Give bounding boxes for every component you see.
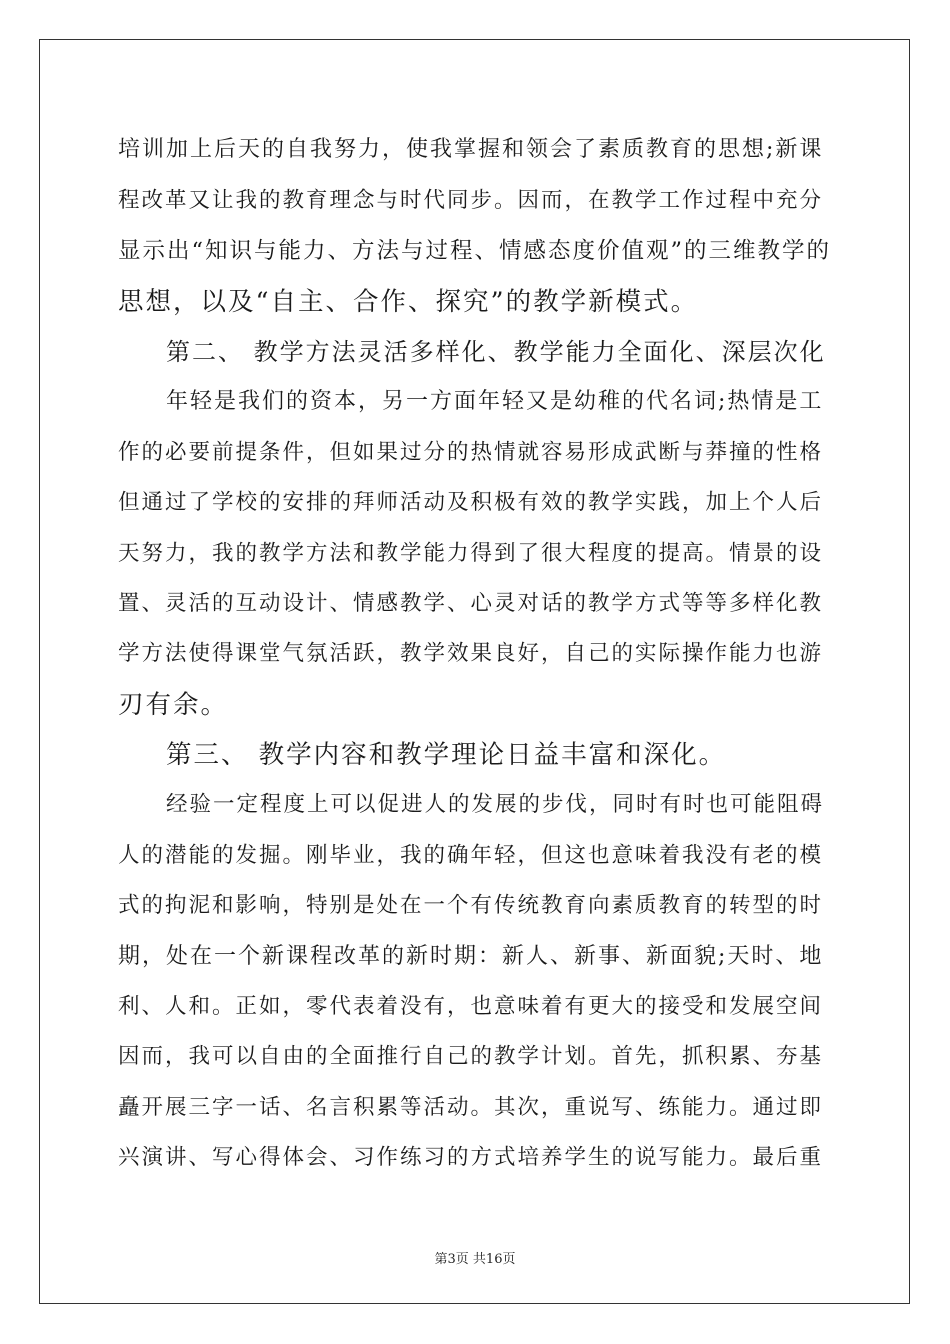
- section-heading: 第三、 教学内容和教学理论日益丰富和深化。: [166, 740, 727, 770]
- page-number: 第3页 共16页: [434, 1252, 516, 1267]
- text-line: 年轻是我们的资本，另一方面年轻又是幼稚的代名词;热情是工: [166, 389, 824, 414]
- text-line: 程改革又让我的教育理念与时代同步。因而，在教学工作过程中充分: [118, 188, 824, 213]
- text-line: 经验一定程度上可以促进人的发展的步伐，同时有时也可能阻碍: [166, 792, 825, 817]
- text-line: 学方法使得课堂气氛活跃，教学效果良好，自己的实际操作能力也游: [118, 641, 824, 666]
- text-line: 利、人和。正如，零代表着没有，也意味着有更大的接受和发展空间: [118, 994, 824, 1019]
- text-line: 但通过了学校的安排的拜师活动及积极有效的教学实践，加上个人后: [118, 490, 824, 515]
- text-line: 思想，以及“自主、合作、探究”的教学新模式。: [118, 287, 699, 317]
- text-line: 期，处在一个新课程改革的新时期：新人、新事、新面貌;天时、地: [118, 944, 824, 969]
- text-line: 刃有余。: [118, 690, 229, 720]
- section-heading: 第二、 教学方法灵活多样化、教学能力全面化、深层次化: [166, 338, 826, 366]
- text-line: 天努力，我的教学方法和教学能力得到了很大程度的提高。情景的设: [118, 541, 824, 566]
- text-line: 因而，我可以自由的全面推行自己的教学计划。首先，抓积累、夯基: [118, 1044, 824, 1069]
- text-line: 矗开展三字一话、名言积累等活动。其次，重说写、练能力。通过即: [118, 1095, 824, 1120]
- text-line: 兴演讲、写心得体会、习作练习的方式培养学生的说写能力。最后重: [118, 1145, 824, 1170]
- text-line: 培训加上后天的自我努力，使我掌握和领会了素质教育的思想;新课: [118, 137, 824, 162]
- text-line: 人的潜能的发掘。刚毕业，我的确年轻，但这也意味着我没有老的模: [118, 843, 824, 868]
- text-line: 式的拘泥和影响，特别是处在一个有传统教育向素质教育的转型的时: [118, 893, 824, 918]
- text-line: 显示出“知识与能力、方法与过程、情感态度价值观”的三维教学的: [118, 238, 832, 264]
- text-line: 作的必要前提条件，但如果过分的热情就容易形成武断与莽撞的性格: [118, 440, 824, 465]
- text-line: 置、灵活的互动设计、情感教学、心灵对话的教学方式等等多样化教: [118, 591, 824, 616]
